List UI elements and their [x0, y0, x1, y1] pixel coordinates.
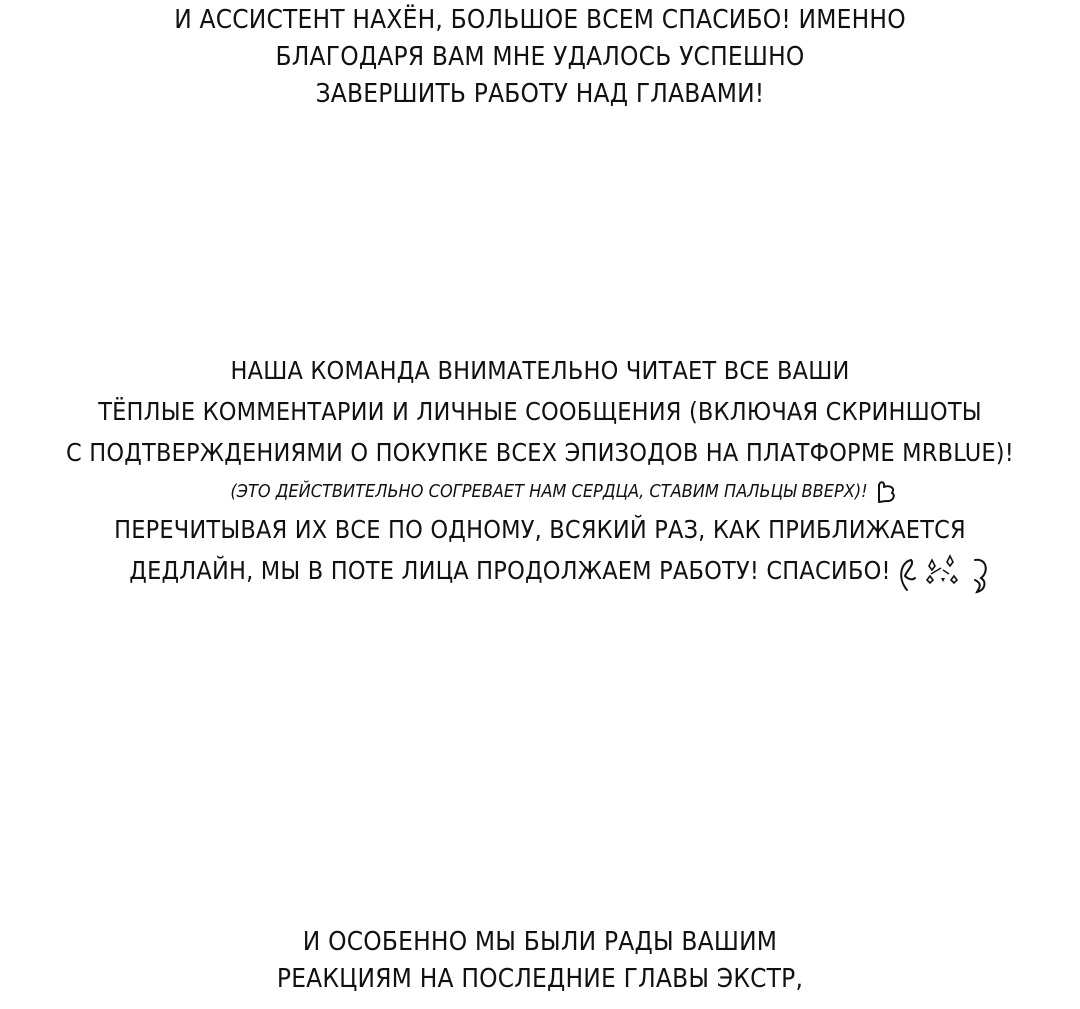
- thumbs-up-doodle-icon: [874, 479, 900, 505]
- text-line-with-icon: [0, 550, 1080, 594]
- closing-text: ДЕДЛАЙН, МЫ В ПОТЕ ЛИЦА ПРОДОЛЖАЕМ РАБОТУ! СПАСИБО!: [129, 556, 891, 585]
- text-line: БЛАГОДАРЯ ВАМ МНЕ УДАЛОСЬ УСПЕШНО: [275, 42, 805, 72]
- text-line: И ОСОБЕННО МЫ БЫЛИ РАДЫ ВАШИМ: [302, 927, 778, 957]
- text-line: С ПОДТВЕРЖДЕНИЯМИ О ПОКУПКЕ ВСЕХ ЭПИЗОДОВ НА ПЛАТФОРМЕ MRBLUE)!: [65, 438, 1014, 467]
- text-line: И АССИСТЕНТ НАХЁН, БОЛЬШОЕ ВСЕМ СПАСИБО! ИМЕННО: [174, 5, 906, 35]
- text-line: ТЁПЛЫЕ КОММЕНТАРИИ И ЛИЧНЫЕ СООБЩЕНИЯ (ВКЛЮЧАЯ СКРИНШОТЫ: [98, 397, 982, 426]
- reactions-paragraph: [0, 924, 1080, 998]
- thanks-paragraph: [0, 2, 1080, 113]
- text-line: ПЕРЕЧИТЫВАЯ ИХ ВСЕ ПО ОДНОМУ, ВСЯКИЙ РАЗ, КАК ПРИБЛИЖАЕТСЯ: [114, 515, 966, 544]
- text-line: РЕАКЦИЯМ НА ПОСЛЕДНИЕ ГЛАВЫ ЭКСТР,: [276, 964, 804, 994]
- note-text: (ЭТО ДЕЙСТВИТЕЛЬНО СОГРЕВАЕТ НАМ СЕРДЦА, СТАВИМ ПАЛЬЦЫ ВВЕРХ)!: [230, 481, 868, 502]
- note-line: [0, 475, 1080, 509]
- text-line: НАША КОМАНДА ВНИМАТЕЛЬНО ЧИТАЕТ ВСЕ ВАШИ: [230, 356, 850, 385]
- comments-paragraph: [0, 350, 1080, 594]
- sparkle-face-doodle-icon: [897, 550, 993, 594]
- text-line: ЗАВЕРШИТЬ РАБОТУ НАД ГЛАВАМИ!: [315, 79, 765, 109]
